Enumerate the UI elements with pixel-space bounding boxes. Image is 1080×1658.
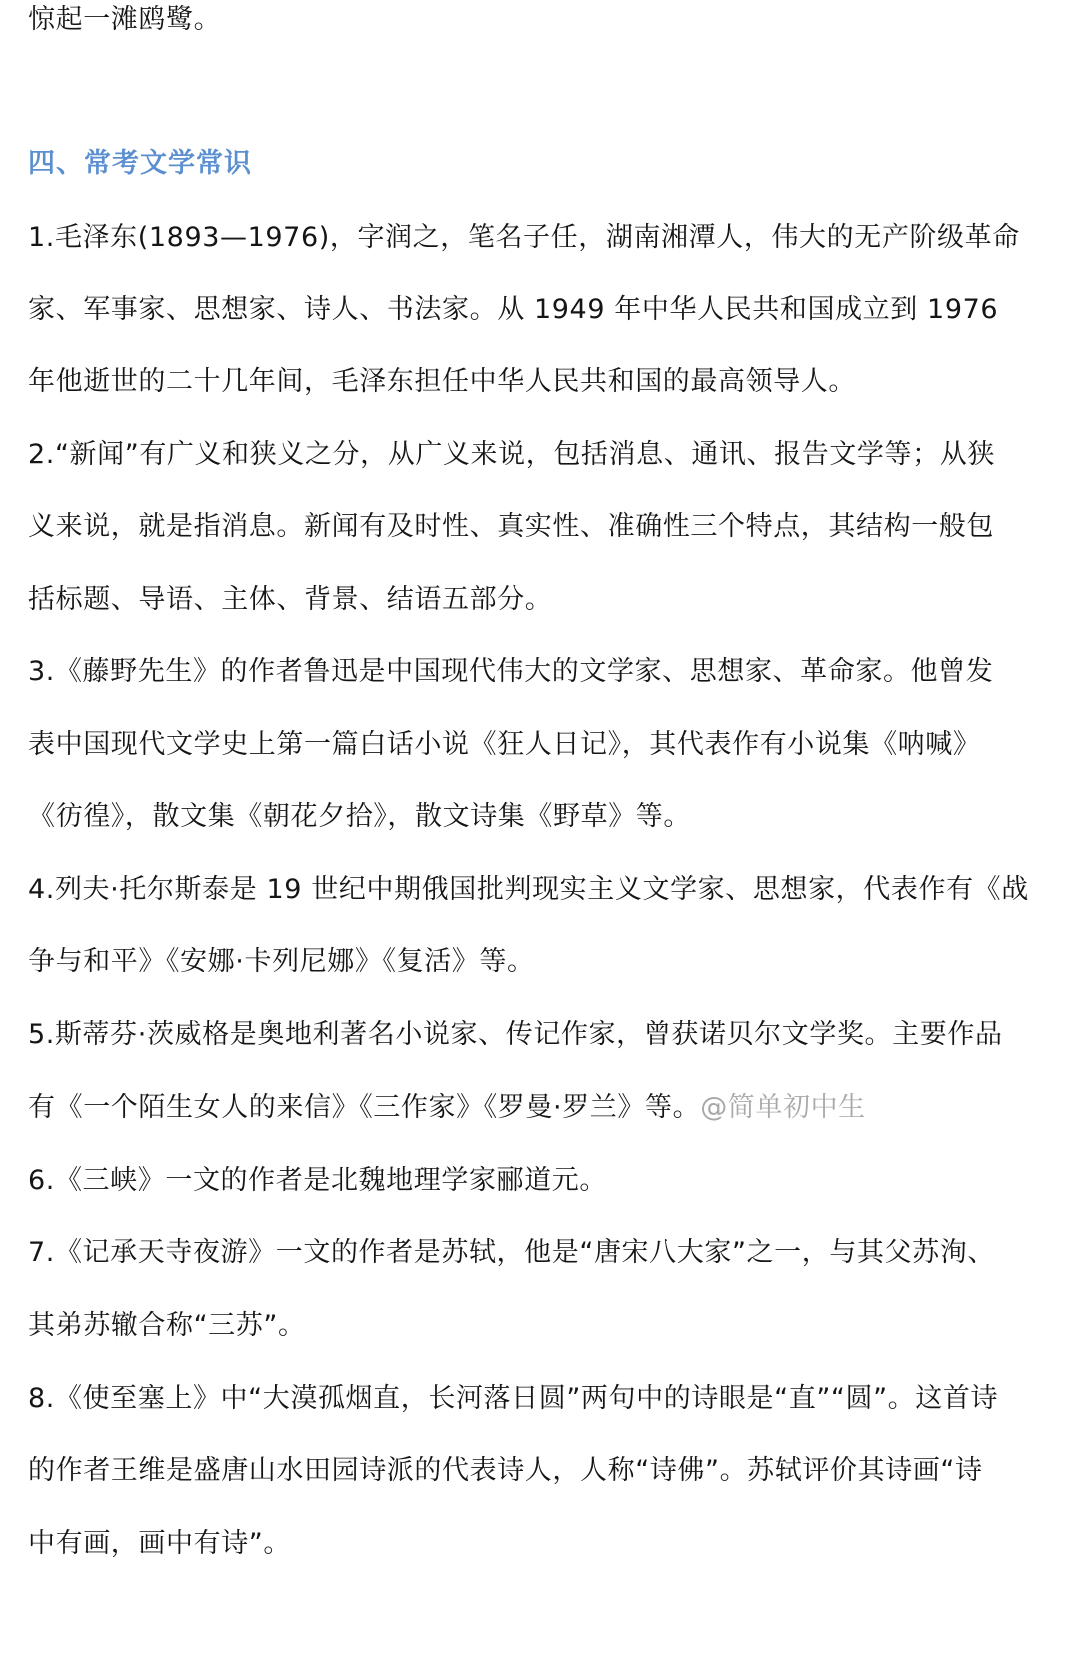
item-3-line-3: 《彷徨》，散文集《朝花夕拾》，散文诗集《野草》等。 [28, 801, 691, 832]
item-5-line-2 [28, 1090, 1058, 1126]
item-2-line-3: 括标题、导语、主体、背景、结语五部分。 [28, 584, 553, 615]
item-8-line-1: 8.《使至塞上》中“大漠孤烟直，长河落日圆”两句中的诗眼是“直”“圆”。这首诗 [28, 1383, 999, 1414]
item-5-line-2-text: 有《一个陌生女人的来信》《三作家》《罗曼·罗兰》等。 [28, 1092, 701, 1123]
item-1-line-3: 年他逝世的二十几年间，毛泽东担任中华人民共和国的最高领导人。 [28, 366, 856, 397]
item-3-line-2: 表中国现代文学史上第一篇白话小说《狂人日记》，其代表作有小说集《呐喊》 [28, 729, 981, 760]
item-8-line-2: 的作者王维是盛唐山水田园诗派的代表诗人，人称“诗佛”。苏轼评价其诗画“诗 [28, 1455, 983, 1486]
item-5-line-1: 5.斯蒂芬·茨威格是奥地利著名小说家、传记作家，曾获诺贝尔文学奖。主要作品 [28, 1019, 1003, 1050]
item-1-line-2: 家、军事家、思想家、诗人、书法家。从 1949 年中华人民共和国成立到 1976 [28, 294, 999, 325]
item-2-line-1: 2.“新闻”有广义和狭义之分，从广义来说，包括消息、通讯、报告文学等；从狭 [28, 439, 995, 470]
item-1-line-1: 1.毛泽东(1893—1976)，字润之，笔名子任，湖南湘潭人，伟大的无产阶级革命 [28, 222, 1020, 253]
item-2-line-2: 义来说，就是指消息。新闻有及时性、真实性、准确性三个特点，其结构一般包 [28, 511, 994, 542]
item-4-line-1: 4.列夫·托尔斯泰是 19 世纪中期俄国批判现实主义文学家、思想家，代表作有《战 [28, 874, 1029, 905]
watermark-label: @简单初中生 [700, 1092, 866, 1123]
item-4-line-2: 争与和平》《安娜·卡列尼娜》《复活》等。 [28, 946, 535, 977]
section-heading: 四、常考文学常识 [28, 148, 252, 179]
item-7-line-2: 其弟苏辙合称“三苏”。 [28, 1310, 306, 1341]
item-3-line-1: 3.《藤野先生》的作者鲁迅是中国现代伟大的文学家、思想家、革命家。他曾发 [28, 656, 994, 687]
item-7-line-1: 7.《记承天寺夜游》一文的作者是苏轼，他是“唐宋八大家”之一，与其父苏洵、 [28, 1237, 995, 1268]
item-6-line-1: 6.《三峡》一文的作者是北魏地理学家郦道元。 [28, 1165, 607, 1196]
previous-poem-tail-line: 惊起一滩鸥鹭。 [28, 4, 222, 35]
item-8-line-3: 中有画，画中有诗”。 [28, 1528, 291, 1559]
